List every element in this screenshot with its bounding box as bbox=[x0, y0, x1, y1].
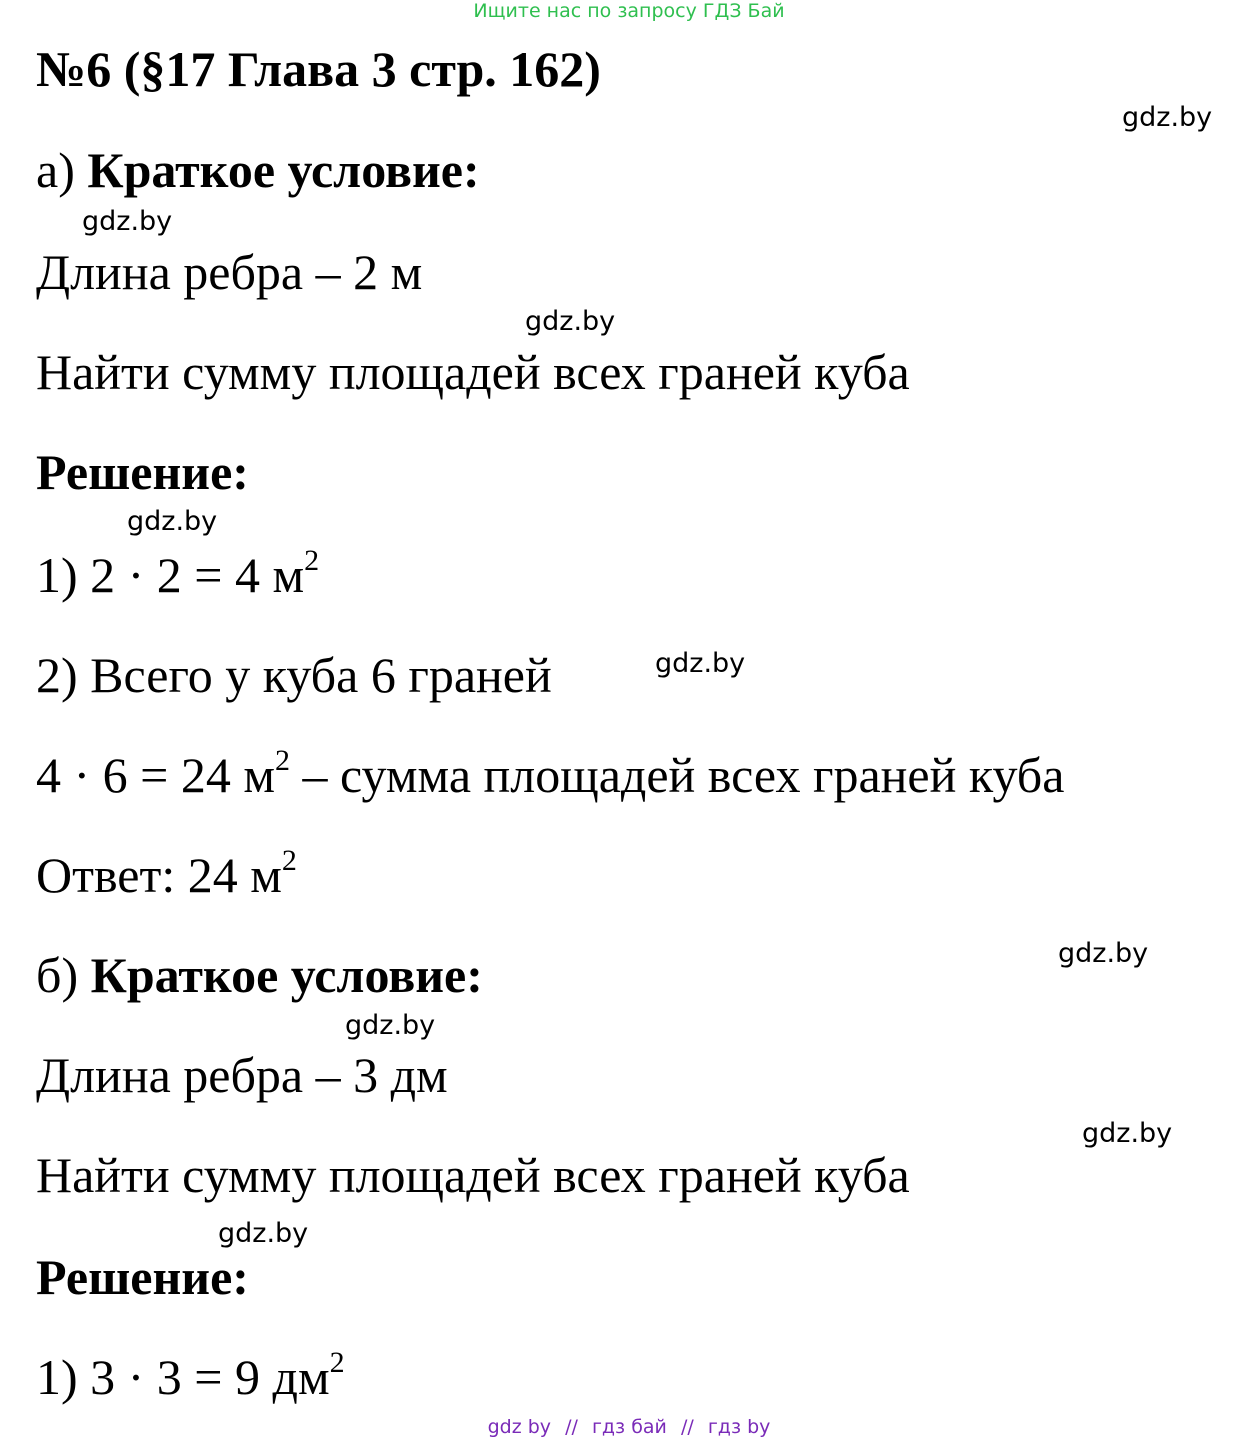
part-b-label: б) bbox=[36, 947, 79, 1003]
part-a-heading-text: Краткое условие: bbox=[87, 142, 480, 198]
watermark: gdz.by bbox=[1058, 938, 1149, 969]
bottom-link-gdz-by[interactable]: gdz by bbox=[487, 1416, 552, 1438]
part-a-step1 bbox=[36, 543, 320, 603]
part-a-answer bbox=[36, 843, 297, 903]
part-b-solution-heading: Решение: bbox=[36, 1249, 249, 1305]
part-a-given: Длина ребра – 2 м bbox=[36, 244, 423, 300]
part-a-answer-text: Ответ: 24 м bbox=[36, 847, 282, 903]
part-a-heading bbox=[36, 142, 480, 198]
part-a-step2-calc-b: – сумма площадей всех граней куба bbox=[290, 747, 1065, 803]
bottom-link-gdz-bai[interactable]: гдз бай bbox=[591, 1416, 667, 1438]
bottom-link-gdz-by-2[interactable]: гдз by bbox=[707, 1416, 771, 1438]
page-title: №6 (§17 Глава 3 стр. 162) bbox=[36, 41, 601, 97]
watermark: gdz.by bbox=[127, 506, 218, 537]
superscript: 2 bbox=[304, 543, 320, 577]
part-b-find: Найти сумму площадей всех граней куба bbox=[36, 1147, 910, 1203]
separator: // bbox=[680, 1416, 694, 1438]
part-b-heading bbox=[36, 947, 483, 1003]
watermark: gdz.by bbox=[525, 306, 616, 337]
part-b-step1 bbox=[36, 1345, 345, 1405]
watermark: gdz.by bbox=[82, 206, 173, 237]
watermark: gdz.by bbox=[218, 1218, 309, 1249]
watermark: gdz.by bbox=[655, 648, 746, 679]
part-a-label: а) bbox=[36, 142, 75, 198]
superscript: 2 bbox=[281, 843, 297, 877]
part-a-find: Найти сумму площадей всех граней куба bbox=[36, 344, 910, 400]
superscript: 2 bbox=[275, 743, 290, 777]
part-a-step2-calc-a: 4 · 6 = 24 м bbox=[36, 747, 275, 803]
watermark: gdz.by bbox=[1122, 102, 1213, 133]
superscript: 2 bbox=[329, 1345, 345, 1379]
part-a-solution-heading: Решение: bbox=[36, 444, 249, 500]
part-a-step1-text: 1) 2 · 2 = 4 м bbox=[36, 547, 305, 603]
watermark: gdz.by bbox=[1082, 1118, 1173, 1149]
top-banner[interactable]: Ищите нас по запросу ГДЗ Бай bbox=[473, 0, 785, 22]
bottom-links bbox=[0, 1418, 1258, 1437]
part-b-step1-text: 1) 3 · 3 = 9 дм bbox=[36, 1349, 330, 1405]
part-b-heading-text: Краткое условие: bbox=[90, 947, 483, 1003]
part-a-step2-calc bbox=[36, 743, 1065, 803]
separator: // bbox=[565, 1416, 578, 1438]
part-b-given: Длина ребра – 3 дм bbox=[36, 1047, 448, 1103]
part-a-step2: 2) Всего у куба 6 граней bbox=[36, 647, 552, 703]
watermark: gdz.by bbox=[345, 1010, 436, 1041]
